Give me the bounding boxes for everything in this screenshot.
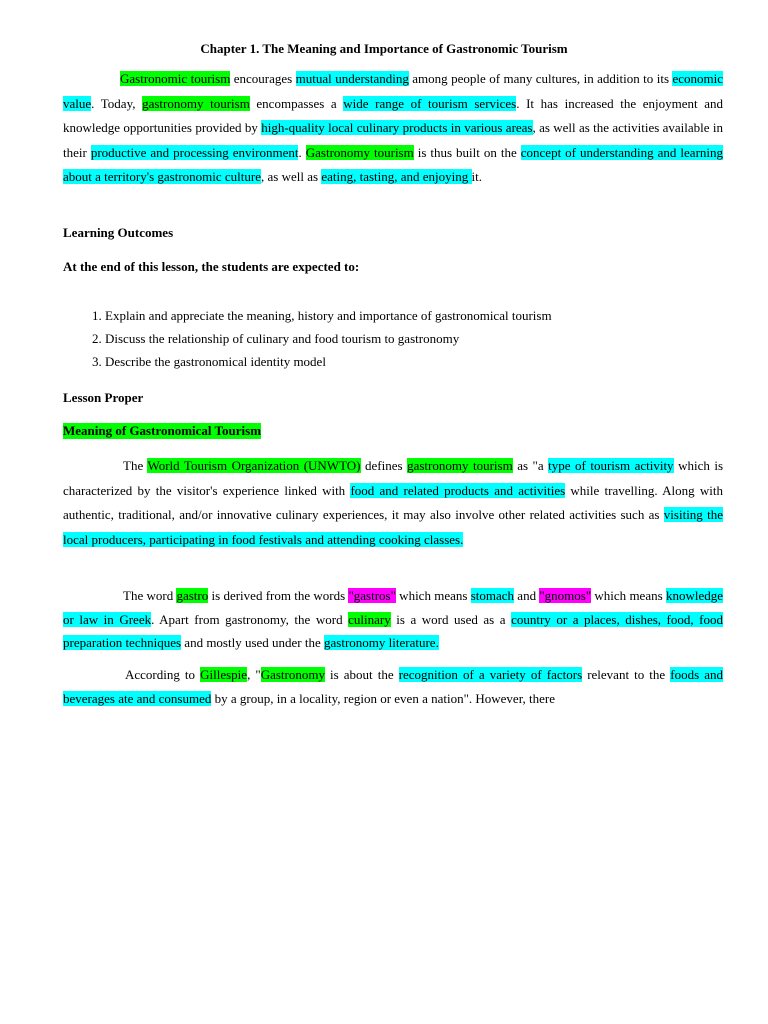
highlight-term: gastro	[176, 588, 209, 603]
highlight-term: "gastros"	[348, 588, 396, 603]
text-run: while travelling. Along with authentic, traditional, and/or innovative culinary experiences, it may also involve other related activities such as	[63, 482, 724, 522]
highlight-term: high-quality local culinary products in various areas	[261, 120, 533, 135]
highlight-term: eating, tasting, and enjoying	[321, 169, 472, 184]
highlight-term: gastronomy tourism	[407, 458, 513, 473]
text-run: . Apart from gastronomy, the word	[151, 611, 349, 627]
text-run: is thus built on the	[413, 144, 521, 160]
text-run: is a word used as a	[390, 611, 512, 627]
text-run: The word	[123, 588, 177, 603]
list-item: 3. Describe the gastronomical identity model	[92, 354, 326, 369]
highlight-term: Gastronomy	[260, 667, 325, 682]
highlight-term: stomach	[470, 588, 515, 603]
text-run: it.	[471, 169, 482, 184]
highlight-term: type of tourism activity	[548, 458, 674, 473]
list-item: 2. Discuss the relationship of culinary and food tourism to gastronomy	[92, 331, 460, 346]
highlight-term: culinary	[348, 611, 391, 627]
highlight-term: Gastronomy tourism	[305, 144, 414, 160]
highlight-term: country or a places, dishes, food, food preparation techniques	[63, 611, 724, 650]
highlight-term: visiting the local producers, participating in food festivals and attending cooking classes.	[63, 507, 724, 547]
highlight-term: gastronomy literature.	[324, 635, 439, 650]
text-run: among people of many cultures, in addition to its	[408, 71, 673, 86]
highlight-term: economic value	[63, 71, 723, 111]
text-run: which means	[591, 588, 666, 603]
text-run: , as well as	[261, 169, 322, 184]
learning-outcomes-heading: Learning Outcomes	[63, 225, 174, 240]
text-run: encompasses a	[249, 95, 344, 111]
text-run: as "a	[512, 458, 549, 473]
highlight-term: concept of understanding and learning about a territory's gastronomic culture	[63, 144, 724, 184]
text-run: , as well as the activities available in their	[63, 120, 723, 160]
highlight-term: food and related products and activities	[350, 482, 566, 498]
highlight-term: knowledge or law in Greek	[63, 588, 723, 627]
text-run: which means	[395, 588, 471, 603]
text-run: According to	[125, 667, 201, 682]
text-run: and mostly used under the	[181, 635, 325, 650]
text-run: , "	[247, 667, 261, 682]
highlight-term: World Tourism Organization (UNWTO)	[147, 458, 361, 473]
lesson-proper-heading: Lesson Proper	[63, 390, 144, 405]
text-run: relevant to the	[582, 667, 671, 682]
text-run: by a group, in a locality, region or even a nation". However, there	[211, 690, 555, 706]
highlight-term: mutual understanding	[295, 71, 409, 86]
gillespie-paragraph	[63, 663, 723, 710]
highlight-term: "gnomos"	[539, 588, 592, 603]
chapter-title: Chapter 1. The Meaning and Importance of Gastronomic Tourism	[200, 41, 568, 56]
highlight-term: wide range of tourism services	[343, 95, 517, 111]
highlight-term: Gillespie	[200, 667, 248, 682]
text-run: is about the	[324, 667, 399, 682]
meaning-heading: Meaning of Gastronomical Tourism	[63, 423, 262, 438]
text-run: encourages	[230, 71, 296, 86]
outcomes-list	[92, 307, 552, 376]
list-item: 1. Explain and appreciate the meaning, history and importance of gastronomical tourism	[92, 308, 552, 323]
unwto-paragraph	[63, 454, 723, 552]
text-run: which is characterized by the visitor's experience linked with	[63, 458, 724, 498]
expected-heading: At the end of this lesson, the students are expected to:	[63, 259, 360, 274]
highlight-term: recognition of a variety of factors	[398, 667, 583, 682]
highlight-term: productive and processing environment	[90, 144, 299, 160]
text-run: . It has increased the enjoyment and knowledge opportunities provided by	[63, 95, 723, 135]
word-origin-paragraph	[63, 584, 723, 655]
highlight-term: gastronomy tourism	[142, 95, 250, 111]
text-run: is derived from the words	[208, 588, 349, 603]
text-run: and	[514, 588, 540, 603]
intro-paragraph	[63, 67, 723, 190]
text-run: defines	[360, 458, 408, 473]
text-run: The	[123, 458, 148, 473]
text-run: .	[298, 144, 306, 160]
highlight-term: Gastronomic tourism	[120, 71, 231, 86]
highlight-term: foods and beverages ate and consumed	[63, 667, 723, 706]
text-run: . Today,	[91, 95, 143, 111]
